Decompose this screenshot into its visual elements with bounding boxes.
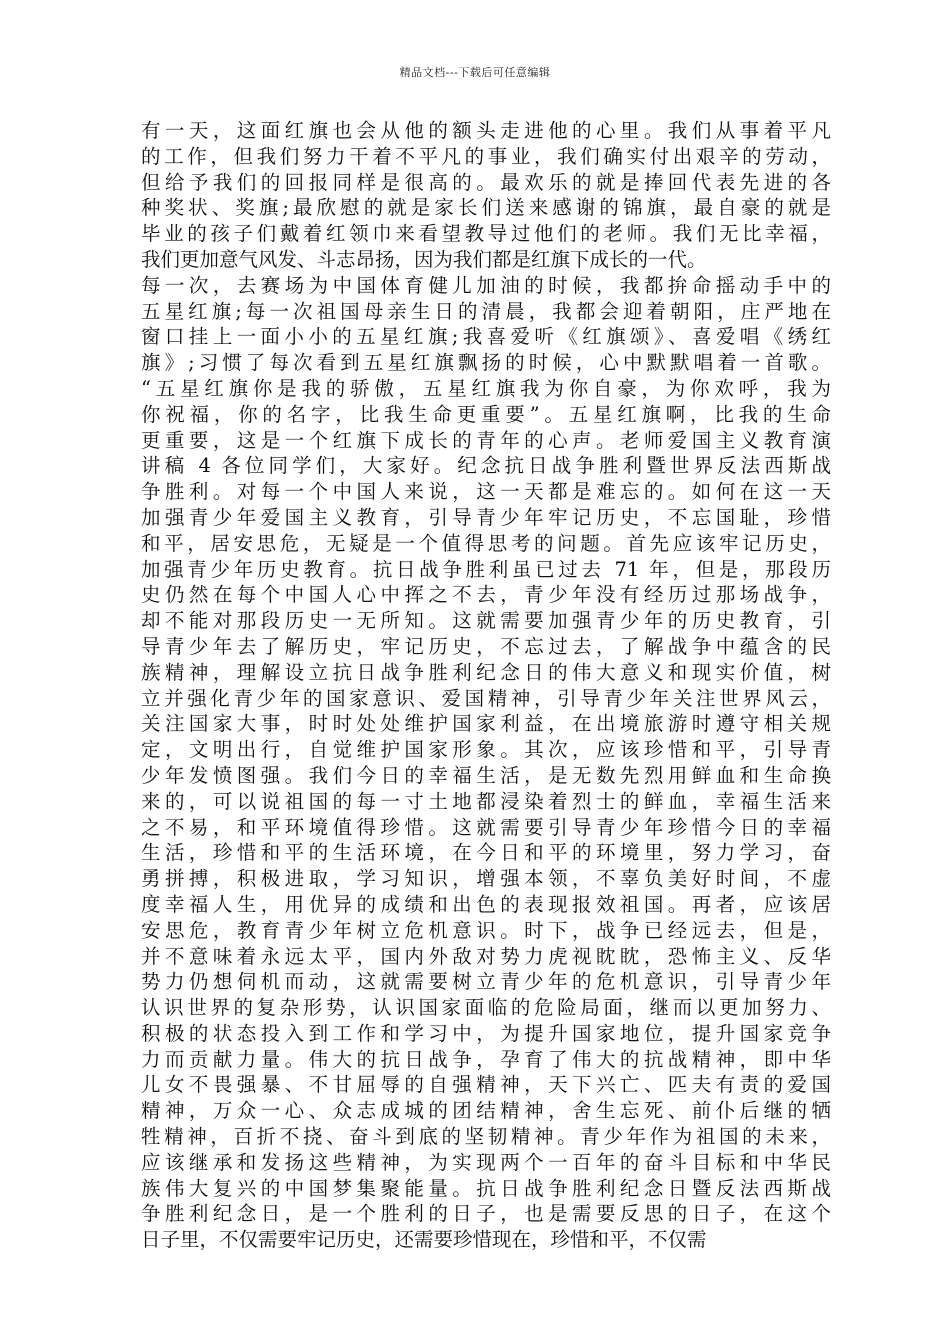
text-line: “五星红旗你是我的骄傲，五星红旗我为你自豪，为你欢呼，我为 (141, 376, 831, 400)
text-line: 度幸福人生，用优异的成绩和出色的表现报效祖国。再者，应该居 (141, 892, 831, 916)
text-line: 关注国家大事，时时处处维护国家利益，在出境旅游时遵守相关规 (141, 712, 831, 736)
page-header: 精品文档---下载后可任意编辑 (399, 66, 551, 79)
text-line: 勇拼搏，积极进取，学习知识，增强本领，不辜负美好时间，不虚 (141, 867, 831, 891)
text-line: 有一天，这面红旗也会从他的额头走进他的心里。我们从事着平凡 (141, 119, 831, 142)
text-line: 但给予我们的回报同样是很高的。最欢乐的就是捧回代表先进的各 (141, 170, 831, 194)
text-line: 争胜利。对每一个中国人来说，这一天都是难忘的。如何在这一天 (141, 480, 831, 504)
text-line: 势力仍想伺机而动，这就需要树立青少年的危机意识，引导青少年 (141, 970, 831, 994)
text-line: 儿女不畏强暴、不甘屈辱的自强精神，天下兴亡、匹夫有责的爱国 (141, 1073, 831, 1097)
text-line: 每一次，去赛场为中国体育健儿加油的时候，我都拚命摇动手中的 (141, 273, 831, 297)
text-line: 应该继承和发扬这些精神，为实现两个一百年的奋斗目标和中华民 (141, 1150, 831, 1174)
text-line: 认识世界的复杂形势，认识国家面临的危险局面，继而以更加努力、 (141, 996, 831, 1020)
text-line: 加强青少年历史教育。抗日战争胜利虽已过去 71 年，但是，那段历 (141, 557, 831, 581)
text-line: 我们更加意气风发、斗志昂扬，因为我们都是红旗下成长的一代。 (141, 247, 707, 271)
text-line: 窗口挂上一面小小的五星红旗;我喜爱听《红旗颂》、喜爱唱《绣红 (141, 325, 831, 349)
text-line: 讲稿 4 各位同学们，大家好。纪念抗日战争胜利暨世界反法西斯战 (141, 454, 831, 478)
text-line: 导青少年去了解历史，牢记历史，不忘过去，了解战争中蕴含的民 (141, 634, 831, 658)
text-line: 来的，可以说祖国的每一寸土地都浸染着烈士的鲜血，幸福生活来 (141, 789, 831, 813)
text-line: 立并强化青少年的国家意识、爱国精神，引导青少年关注世界风云， (141, 686, 831, 710)
text-line: 安思危，教育青少年树立危机意识。时下，战争已经远去，但是， (141, 918, 831, 942)
text-line: 日子里，不仅需要牢记历史，还需要珍惜现在，珍惜和平，不仅需 (141, 1228, 707, 1252)
text-line: 力而贡献力量。伟大的抗日战争，孕育了伟大的抗战精神，即中华 (141, 1047, 831, 1071)
text-line: 牲精神，百折不挠、奋斗到底的坚韧精神。青少年作为祖国的未来， (141, 1125, 831, 1149)
text-line: 旗》;习惯了每次看到五星红旗飘扬的时候，心中默默唱着一首歌。 (141, 351, 831, 375)
text-line: 加强青少年爱国主义教育，引导青少年牢记历史，不忘国耻，珍惜 (141, 505, 831, 529)
text-line: 的工作，但我们努力干着不平凡的事业，我们确实付出艰辛的劳动， (141, 144, 831, 168)
text-line: 族伟大复兴的中国梦集聚能量。抗日战争胜利纪念日暨反法西斯战 (141, 1176, 831, 1200)
text-line: 五星红旗;每一次祖国母亲生日的清晨，我都会迎着朝阳，庄严地在 (141, 299, 831, 323)
text-line: 并不意味着永远太平，国内外敌对势力虎视眈眈，恐怖主义、反华 (141, 944, 831, 968)
text-line: 史仍然在每个中国人心中挥之不去，青少年没有经历过那场战争， (141, 583, 831, 607)
text-line: 少年发愤图强。我们今日的幸福生活，是无数先烈用鲜血和生命换 (141, 763, 831, 787)
text-line: 和平，居安思危，无疑是一个值得思考的问题。首先应该牢记历史， (141, 531, 831, 555)
text-line: 生活，珍惜和平的生活环境，在今日和平的环境里，努力学习，奋 (141, 841, 831, 865)
text-line: 种奖状、奖旗;最欣慰的就是家长们送来感谢的锦旗，最自豪的就是 (141, 196, 831, 220)
text-line: 积极的状态投入到工作和学习中，为提升国家地位，提升国家竞争 (141, 1021, 831, 1045)
text-line: 争胜利纪念日，是一个胜利的日子，也是需要反思的日子，在这个 (141, 1202, 831, 1226)
document-body (141, 118, 831, 1253)
text-line: 更重要，这是一个红旗下成长的青年的心声。老师爱国主义教育演 (141, 428, 831, 452)
text-line: 族精神，理解设立抗日战争胜利纪念日的伟大意义和现实价值，树 (141, 660, 831, 684)
text-line: 定，文明出行，自觉维护国家形象。其次，应该珍惜和平，引导青 (141, 738, 831, 762)
text-line: 之不易，和平环境值得珍惜。这就需要引导青少年珍惜今日的幸福 (141, 815, 831, 839)
text-line: 精神，万众一心、众志成城的团结精神，舍生忘死、前仆后继的牺 (141, 1099, 831, 1123)
text-line: 却不能对那段历史一无所知。这就需要加强青少年的历史教育，引 (141, 609, 831, 633)
text-line: 你祝福，你的名字，比我生命更重要”。五星红旗啊，比我的生命 (141, 402, 831, 426)
text-line: 毕业的孩子们戴着红领巾来看望教导过他们的老师。我们无比幸福， (141, 222, 831, 246)
